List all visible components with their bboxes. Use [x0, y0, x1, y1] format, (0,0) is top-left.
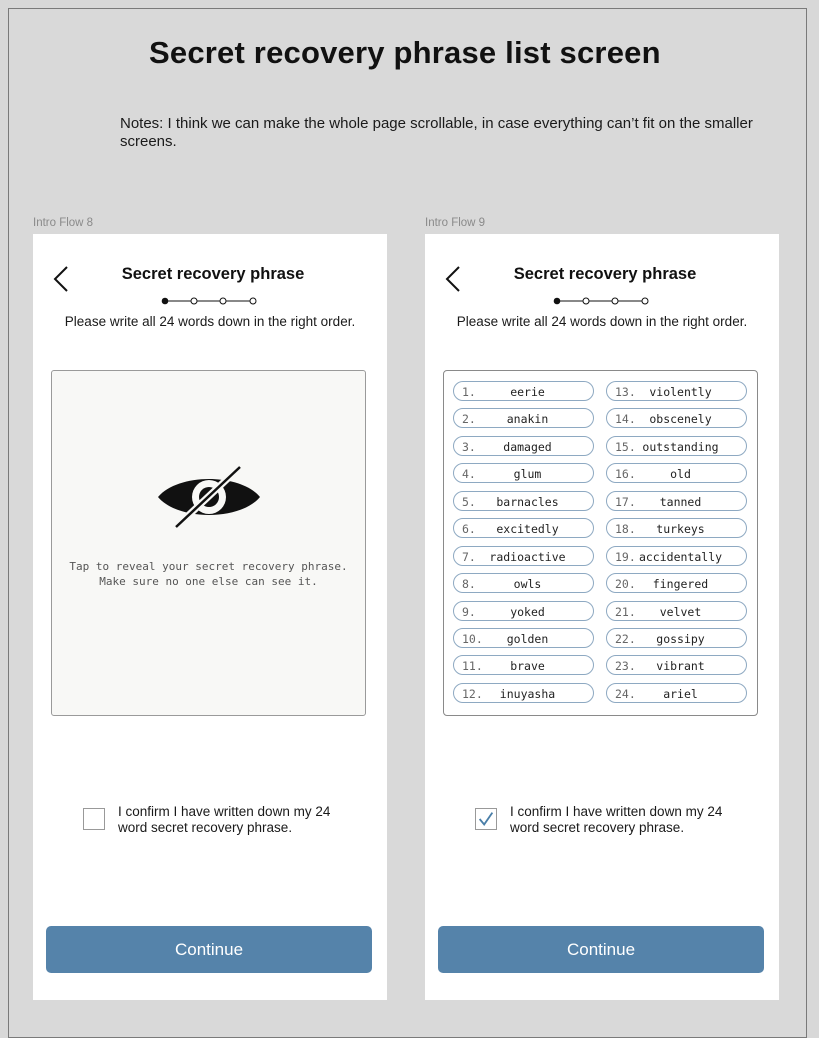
confirm-checkbox[interactable] [475, 808, 497, 830]
checkmark-icon [476, 809, 496, 829]
recovery-word-item [453, 683, 594, 703]
word-text: outstanding [642, 439, 719, 454]
word-text: radioactive [489, 549, 566, 564]
word-number: 17. [615, 494, 636, 509]
word-number: 9. [462, 604, 476, 619]
word-number: 1. [462, 385, 476, 399]
frame-label-intro-8: Intro Flow 8 [33, 217, 94, 229]
word-text: obscenely [649, 412, 712, 427]
word-number: 20. [615, 577, 636, 592]
step-dot [583, 298, 589, 304]
recovery-word-item [453, 601, 594, 621]
recovery-word-item [606, 436, 747, 456]
recovery-word-item [606, 628, 747, 648]
word-number: 18. [615, 522, 636, 537]
word-text: inuyasha [499, 686, 556, 701]
word-number: 24. [615, 686, 636, 701]
word-number: 2. [462, 412, 476, 427]
word-number: 7. [462, 549, 476, 564]
continue-button[interactable]: Continue [438, 926, 764, 973]
word-text: damaged [503, 439, 552, 454]
reveal-phrase-area[interactable] [51, 370, 366, 716]
confirm-label: I confirm I have written down my 24 word secret recovery phrase. [510, 804, 723, 835]
screen-title: Secret recovery phrase [121, 265, 305, 283]
eye-off-icon [156, 465, 262, 529]
word-text: eerie [510, 385, 545, 399]
recovery-word-item [453, 408, 594, 428]
words-column-left [453, 381, 594, 710]
step-dot [191, 298, 197, 304]
word-text: barnacles [496, 494, 559, 509]
word-number: 16. [615, 467, 636, 482]
frame-label-intro-9: Intro Flow 9 [425, 217, 486, 229]
reveal-instructions: Tap to reveal your secret recovery phrase. Make sure no one else can see it. [69, 560, 348, 588]
word-number: 13. [615, 385, 636, 399]
recovery-word-item [453, 518, 594, 538]
word-text: anakin [506, 412, 549, 427]
recovery-word-item [606, 518, 747, 538]
phone-frame-intro-8 [33, 234, 387, 1000]
recovery-word-item [606, 463, 747, 483]
recovery-word-item [606, 683, 747, 703]
word-text: owls [513, 577, 542, 592]
step-dot [220, 298, 226, 304]
confirm-row[interactable] [83, 804, 363, 844]
design-notes: Notes: I think we can make the whole page scrollable, in case everything can’t fit on the smaller screens. [120, 115, 753, 150]
confirm-row[interactable] [475, 804, 755, 844]
word-text: ariel [663, 686, 698, 701]
word-number: 22. [615, 631, 636, 646]
word-number: 11. [462, 659, 483, 674]
progress-stepper [553, 296, 653, 306]
recovery-word-item [606, 601, 747, 621]
phone-frame-intro-9 [425, 234, 779, 1000]
step-dot-active [554, 298, 561, 305]
step-dot-active [162, 298, 169, 305]
word-number: 3. [462, 439, 476, 454]
recovery-word-item [606, 546, 747, 566]
word-number: 10. [462, 631, 483, 646]
recovery-word-item [453, 573, 594, 593]
word-text: old [670, 467, 691, 482]
recovery-word-item [453, 655, 594, 675]
word-text: golden [506, 631, 549, 646]
word-number: 8. [462, 577, 476, 592]
word-text: velvet [659, 604, 702, 619]
recovery-word-item [453, 628, 594, 648]
recovery-words-list [443, 370, 758, 716]
recovery-word-item [453, 463, 594, 483]
recovery-word-item [606, 491, 747, 511]
instructions-text: Please write all 24 words down in the right order. [64, 314, 356, 329]
word-number: 15. [615, 439, 636, 454]
word-number: 21. [615, 604, 636, 619]
word-number: 14. [615, 412, 636, 427]
recovery-word-item [606, 573, 747, 593]
word-text: brave [510, 659, 545, 674]
word-text: yoked [510, 604, 545, 619]
screen-title: Secret recovery phrase [513, 265, 697, 283]
word-number: 12. [462, 686, 483, 701]
word-text: turkeys [656, 522, 705, 537]
recovery-word-item [606, 408, 747, 428]
word-text: vibrant [656, 659, 705, 674]
progress-stepper [161, 296, 261, 306]
confirm-label: I confirm I have written down my 24 word secret recovery phrase. [118, 804, 331, 835]
recovery-word-item [453, 381, 594, 401]
words-column-right [606, 381, 747, 710]
recovery-word-item [606, 381, 747, 401]
word-text: fingered [652, 577, 709, 592]
word-text: gossipy [656, 631, 705, 646]
step-dot [612, 298, 618, 304]
word-text: glum [513, 467, 542, 482]
recovery-word-item [453, 436, 594, 456]
word-text: accidentally [638, 549, 723, 564]
word-number: 4. [462, 467, 476, 482]
word-number: 19. [615, 549, 636, 564]
confirm-checkbox[interactable] [83, 808, 105, 830]
recovery-word-item [453, 546, 594, 566]
word-number: 23. [615, 659, 636, 674]
word-number: 6. [462, 522, 476, 537]
word-text: violently [649, 385, 712, 399]
page-title: Secret recovery phrase list screen [149, 35, 661, 70]
word-number: 5. [462, 494, 476, 509]
step-dot [642, 298, 648, 304]
recovery-word-item [453, 491, 594, 511]
word-text: tanned [659, 494, 702, 509]
instructions-text: Please write all 24 words down in the right order. [456, 314, 748, 329]
step-dot [250, 298, 256, 304]
recovery-word-item [606, 655, 747, 675]
word-text: excitedly [496, 522, 559, 537]
continue-button[interactable]: Continue [46, 926, 372, 973]
